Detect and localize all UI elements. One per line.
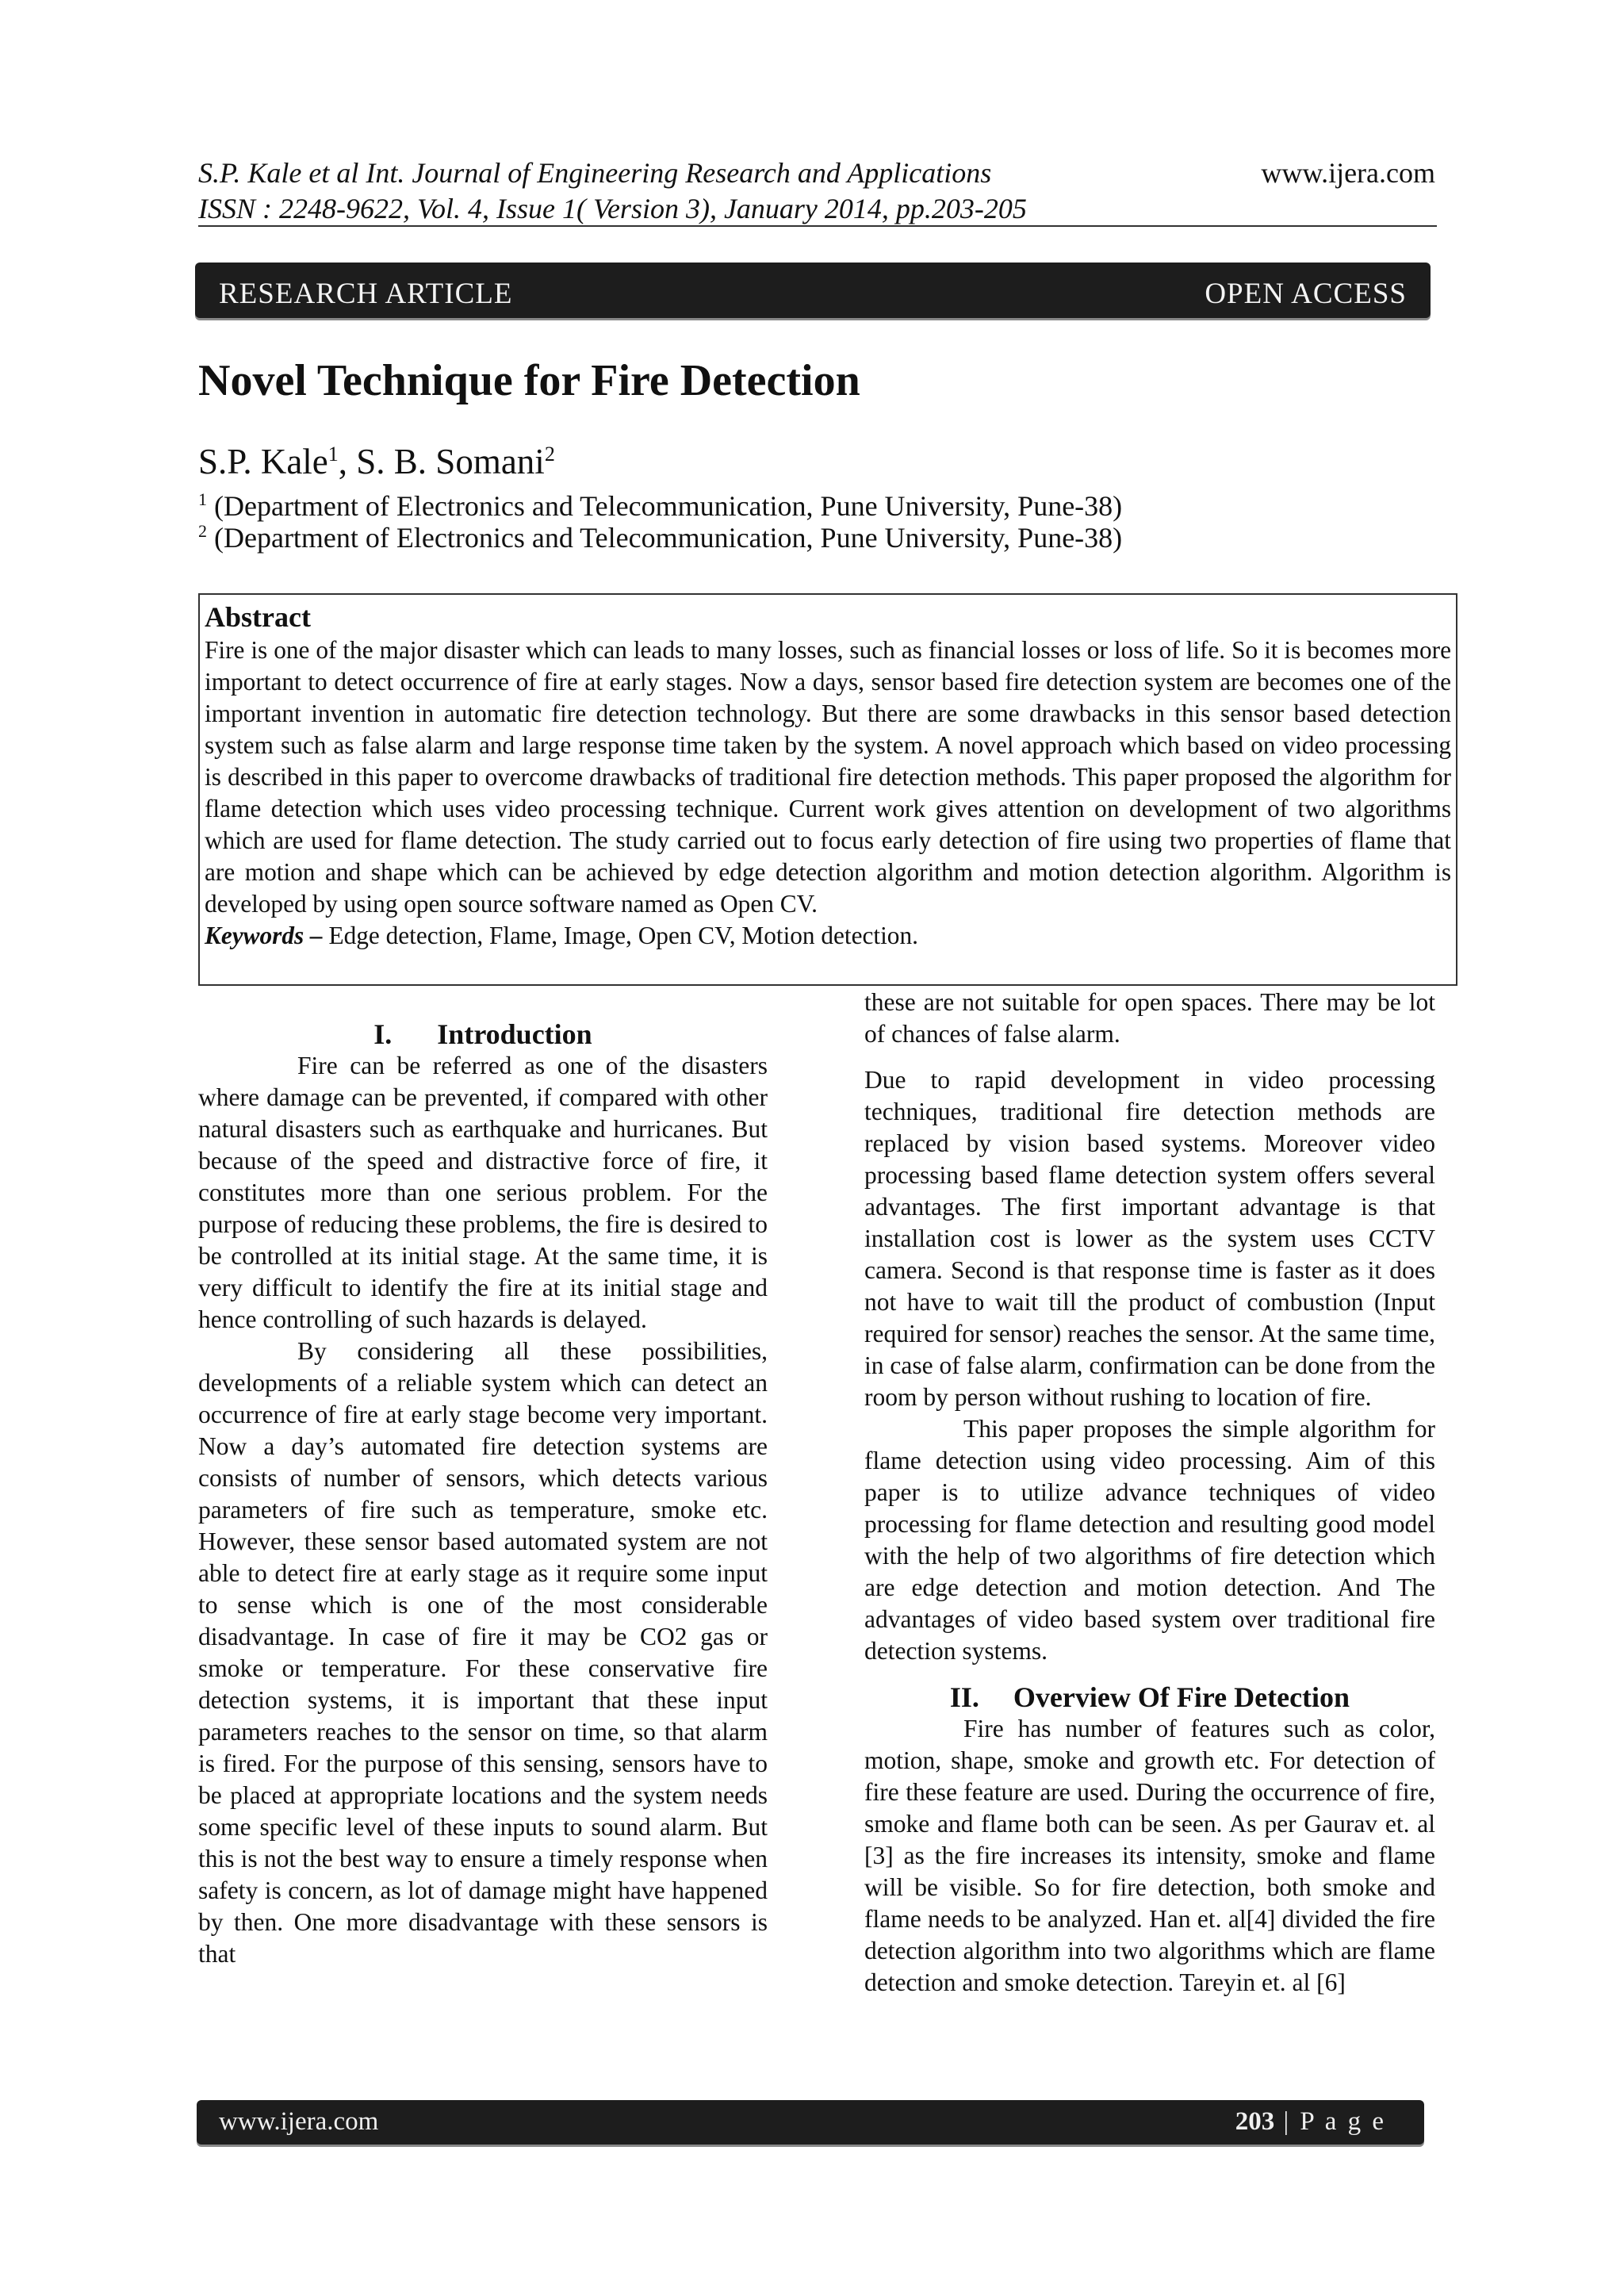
affiliation-mark: 1 — [198, 489, 207, 509]
journal-website-link[interactable]: www.ijera.com — [1261, 157, 1435, 189]
affiliation-mark: 2 — [198, 521, 207, 541]
paragraph: This paper proposes the simple algorithm for flame detection using video processing. Aim of this paper is to utilize advance techniques of video processing for flame detection and resulting good model with the help of two algorithms of fire detection which are edge detection and motion detection. And The advantages of video based system over traditional fire detection systems. — [864, 1415, 1435, 1665]
affiliation-text: (Department of Electronics and Telecommunication, Pune University, Pune-38) — [207, 490, 1123, 522]
author-name: S.P. Kale — [198, 442, 328, 481]
footer-website-link[interactable]: www.ijera.com — [219, 2107, 379, 2136]
page-suffix: | P a g e — [1274, 2107, 1386, 2136]
right-column — [864, 987, 1435, 1999]
section-heading — [864, 1681, 1435, 1713]
paragraph: Fire has number of features such as color, motion, shape, smoke and growth etc. For detection of fire these feature are used. During the occurrence of fire, smoke and flame both can be seen. As per Gaurav et. al [3] as the fire increases its intensity, smoke and flame will be visible. So for fire detection, both smoke and flame needs to be analyzed. Han et. al[4] divided the fire detection algorithm into two algorithms which are flame detection and smoke detection. Tareyin et. al [6] — [864, 1715, 1435, 1996]
affiliation-text: (Department of Electronics and Telecommunication, Pune University, Pune-38) — [207, 522, 1123, 554]
affiliation — [198, 489, 1122, 523]
paragraph: Fire can be referred as one of the disasters where damage can be prevented, if compared with other natural disasters such as earthquake and hurricanes. But because of the speed and distractive force of fire, it constitutes more than one serious problem. For the purpose of reducing these problems, the fire is desired to be controlled at its initial stage. At the same time, it is very difficult to identify the fire at its initial stage and hence controlling of such hazards is delayed. — [198, 1052, 768, 1333]
keywords-list: Edge detection, Flame, Image, Open CV, Motion detection. — [322, 922, 918, 949]
paper-title: Novel Technique for Fire Detection — [198, 356, 860, 405]
abstract-heading: Abstract — [205, 601, 311, 633]
section-title: Overview Of Fire Detection — [1013, 1681, 1350, 1713]
abstract-box — [198, 593, 1457, 986]
section-number: II. — [949, 1681, 979, 1713]
left-column — [198, 1018, 768, 1970]
affiliation — [198, 521, 1122, 554]
page-number-label — [1235, 2107, 1386, 2137]
abstract-text: Fire is one of the major disaster which can leads to many losses, such as financial losses or loss of life. So it is becomes more important to detect occurrence of fire at early stages. Now a days, sensor based fire detection system are becomes one of the important invention in automatic fire detection technology. But there are some drawbacks in this sensor based detection system such as false alarm and large response time taken by the system. A novel approach which based on video processing is described in this paper to overcome drawbacks of traditional fire detection methods. This paper proposed the algorithm for flame detection which uses video processing technique. Current work gives attention on development of two algorithms which are used for flame detection. The study carried out to focus early detection of fire using two properties of flame that are motion and shape which can be achieved by edge detection algorithm and motion detection algorithm. Algorithm is developed by using open source software named as Open CV. — [205, 636, 1451, 918]
author-list — [198, 441, 555, 482]
issue-citation: ISSN : 2248-9622, Vol. 4, Issue 1( Version 3), January 2014, pp.203-205 — [198, 193, 1027, 224]
paragraph: these are not suitable for open spaces. There may be lot of chances of false alarm. — [864, 988, 1435, 1048]
access-type-label: OPEN ACCESS — [1205, 278, 1407, 310]
page-footer — [197, 2100, 1424, 2145]
article-type-banner — [195, 263, 1431, 318]
header-divider — [198, 225, 1437, 227]
author-affiliation-mark: 1 — [327, 443, 339, 466]
keywords-label: Keywords – — [205, 922, 323, 949]
page-number: 203 — [1235, 2107, 1275, 2136]
section-heading — [198, 1018, 768, 1050]
author-affiliation-mark: 2 — [544, 443, 555, 466]
paragraph: Due to rapid development in video processing techniques, traditional fire detection methods are replaced by vision based systems. Moreover video processing based flame detection system offers several advantages. The first important advantage is that installation cost is lower as the system uses CCTV camera. Second is that response time is faster as it does not have to wait till the product of combustion (Input required for sensor) reaches the sensor. At the same time, in case of false alarm, confirmation can be done from the room by person without rushing to location of fire. — [864, 1066, 1435, 1411]
article-type-label: RESEARCH ARTICLE — [219, 278, 513, 310]
keywords — [205, 920, 1451, 952]
running-header — [198, 155, 1435, 227]
author-separator: , — [338, 442, 357, 481]
author-name: S. B. Somani — [356, 442, 545, 481]
journal-citation: S.P. Kale et al Int. Journal of Engineering Research and Applications — [198, 157, 992, 189]
section-number: I. — [373, 1018, 393, 1050]
paragraph: By considering all these possibilities, developments of a reliable system which can detect an occurrence of fire at early stage become very important. Now a day’s automated fire detection systems are consists of number of sensors, which detects various parameters of fire such as temperature, smoke etc. However, these sensor based automated system are not able to detect fire at early stage as it require some input to sense which is one of the most considerable disadvantage. In case of fire it may be CO2 gas or smoke or temperature. For these conservative fire detection systems, it is important that these input parameters reaches to the sensor on time, so that alarm is fired. For the purpose of this sensing, sensors have to be placed at appropriate locations and the system needs some specific level of these inputs to sound alarm. But this is not the best way to ensure a timely response when safety is concern, as lot of damage might have happened by then. One more disadvantage with these sensors is that — [198, 1337, 768, 1968]
section-title: Introduction — [437, 1018, 592, 1050]
